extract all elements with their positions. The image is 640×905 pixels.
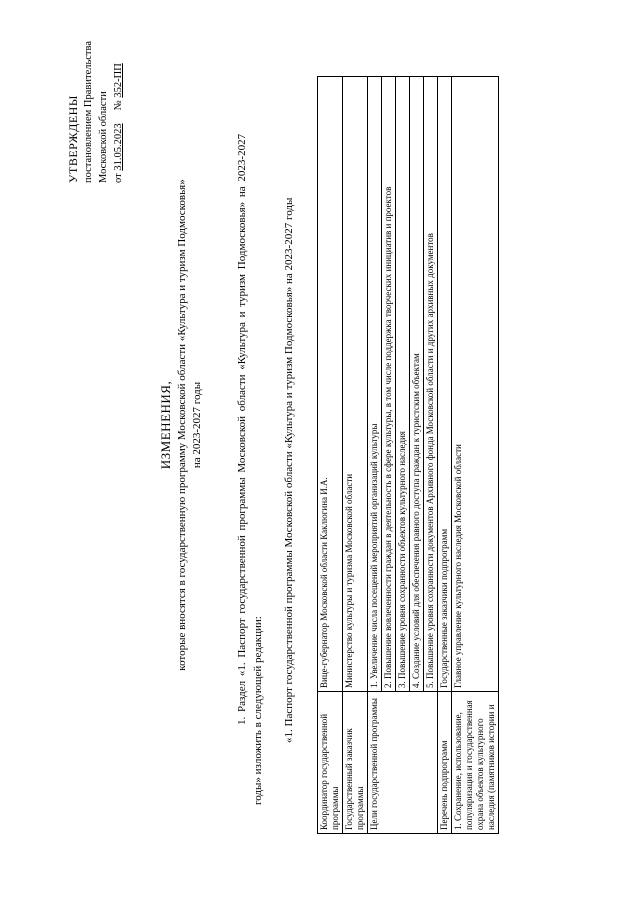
intro-paragraph-line-2: годы» изложить в следующей редакции: [252, 616, 264, 805]
table-row [368, 77, 382, 834]
document-subtitle-line-2: на 2023-2027 годы [191, 381, 203, 469]
goals-label: Цели государственной программы [368, 692, 438, 834]
table-row [318, 77, 343, 834]
subprogram-1-value: Главное управление культурного наследия Московской области [452, 77, 499, 692]
approval-line-1: постановлением Правительства [83, 40, 94, 183]
passport-section-title: «1. Паспорт государственной программы Московской области «Культура и туризм Подмосковья» на 2023-2027 годы [283, 197, 295, 743]
goal-item: 5. Повышение уровня сохранности документов Архивного фонда Московской области и других архивных документов [424, 77, 438, 692]
coordinator-label: Координатор государственной программы [318, 692, 343, 834]
subprograms-value: Государственные заказчики подпрограмм [438, 77, 452, 692]
approval-line-2: Московской области [98, 91, 109, 183]
goal-item: 2. Повышение вовлеченности граждан в деятельность в сфере культуры, в том числе поддержка творческих инициатив и проектов [382, 77, 396, 692]
approval-date: 31.05.2023 [113, 123, 124, 171]
table-row [452, 77, 499, 834]
table-row [343, 77, 368, 834]
table-row [438, 77, 452, 834]
intro-paragraph-line-1: 1. Раздел «1. Паспорт государственной программы Московской области «Культура и туризм Подмосковья» на 2023-2027 [236, 133, 248, 725]
approval-number: 352-ПП [113, 63, 124, 98]
approval-number-prefix: № [113, 100, 124, 111]
approval-heading: УТВЕРЖДЕНЫ [66, 95, 80, 183]
document-title: ИЗМЕНЕНИЯ, [158, 380, 173, 470]
document-subtitle-line-1: которые вносятся в государственную программу Московской области «Культура и туризм Подмосковья» [176, 179, 188, 671]
goal-item: 4. Создание условий для обеспечения равного доступа граждан к туристским объектам [410, 77, 424, 692]
goal-item: 3. Повышение уровня сохранности объектов культурного наследия [396, 77, 410, 692]
approval-stamp-block [66, 41, 126, 183]
subprogram-1-label: 1. Сохранение, использование, популяризация и государственная охрана объектов культурного наследия (памятников истории и [452, 692, 499, 834]
customer-label: Государственный заказчик программы [343, 692, 368, 834]
customer-value: Министерство культуры и туризма Московской области [343, 77, 368, 692]
approval-date-prefix: от [113, 173, 124, 183]
coordinator-value: Вице-губернатор Московской области Каклюгина И.А. [318, 77, 343, 692]
subprograms-label: Перечень подпрограмм [438, 692, 452, 834]
approval-date-line [111, 41, 126, 183]
passport-table [317, 76, 499, 834]
goal-item: 1. Увеличение числа посещений мероприятий организаций культуры [368, 77, 382, 692]
